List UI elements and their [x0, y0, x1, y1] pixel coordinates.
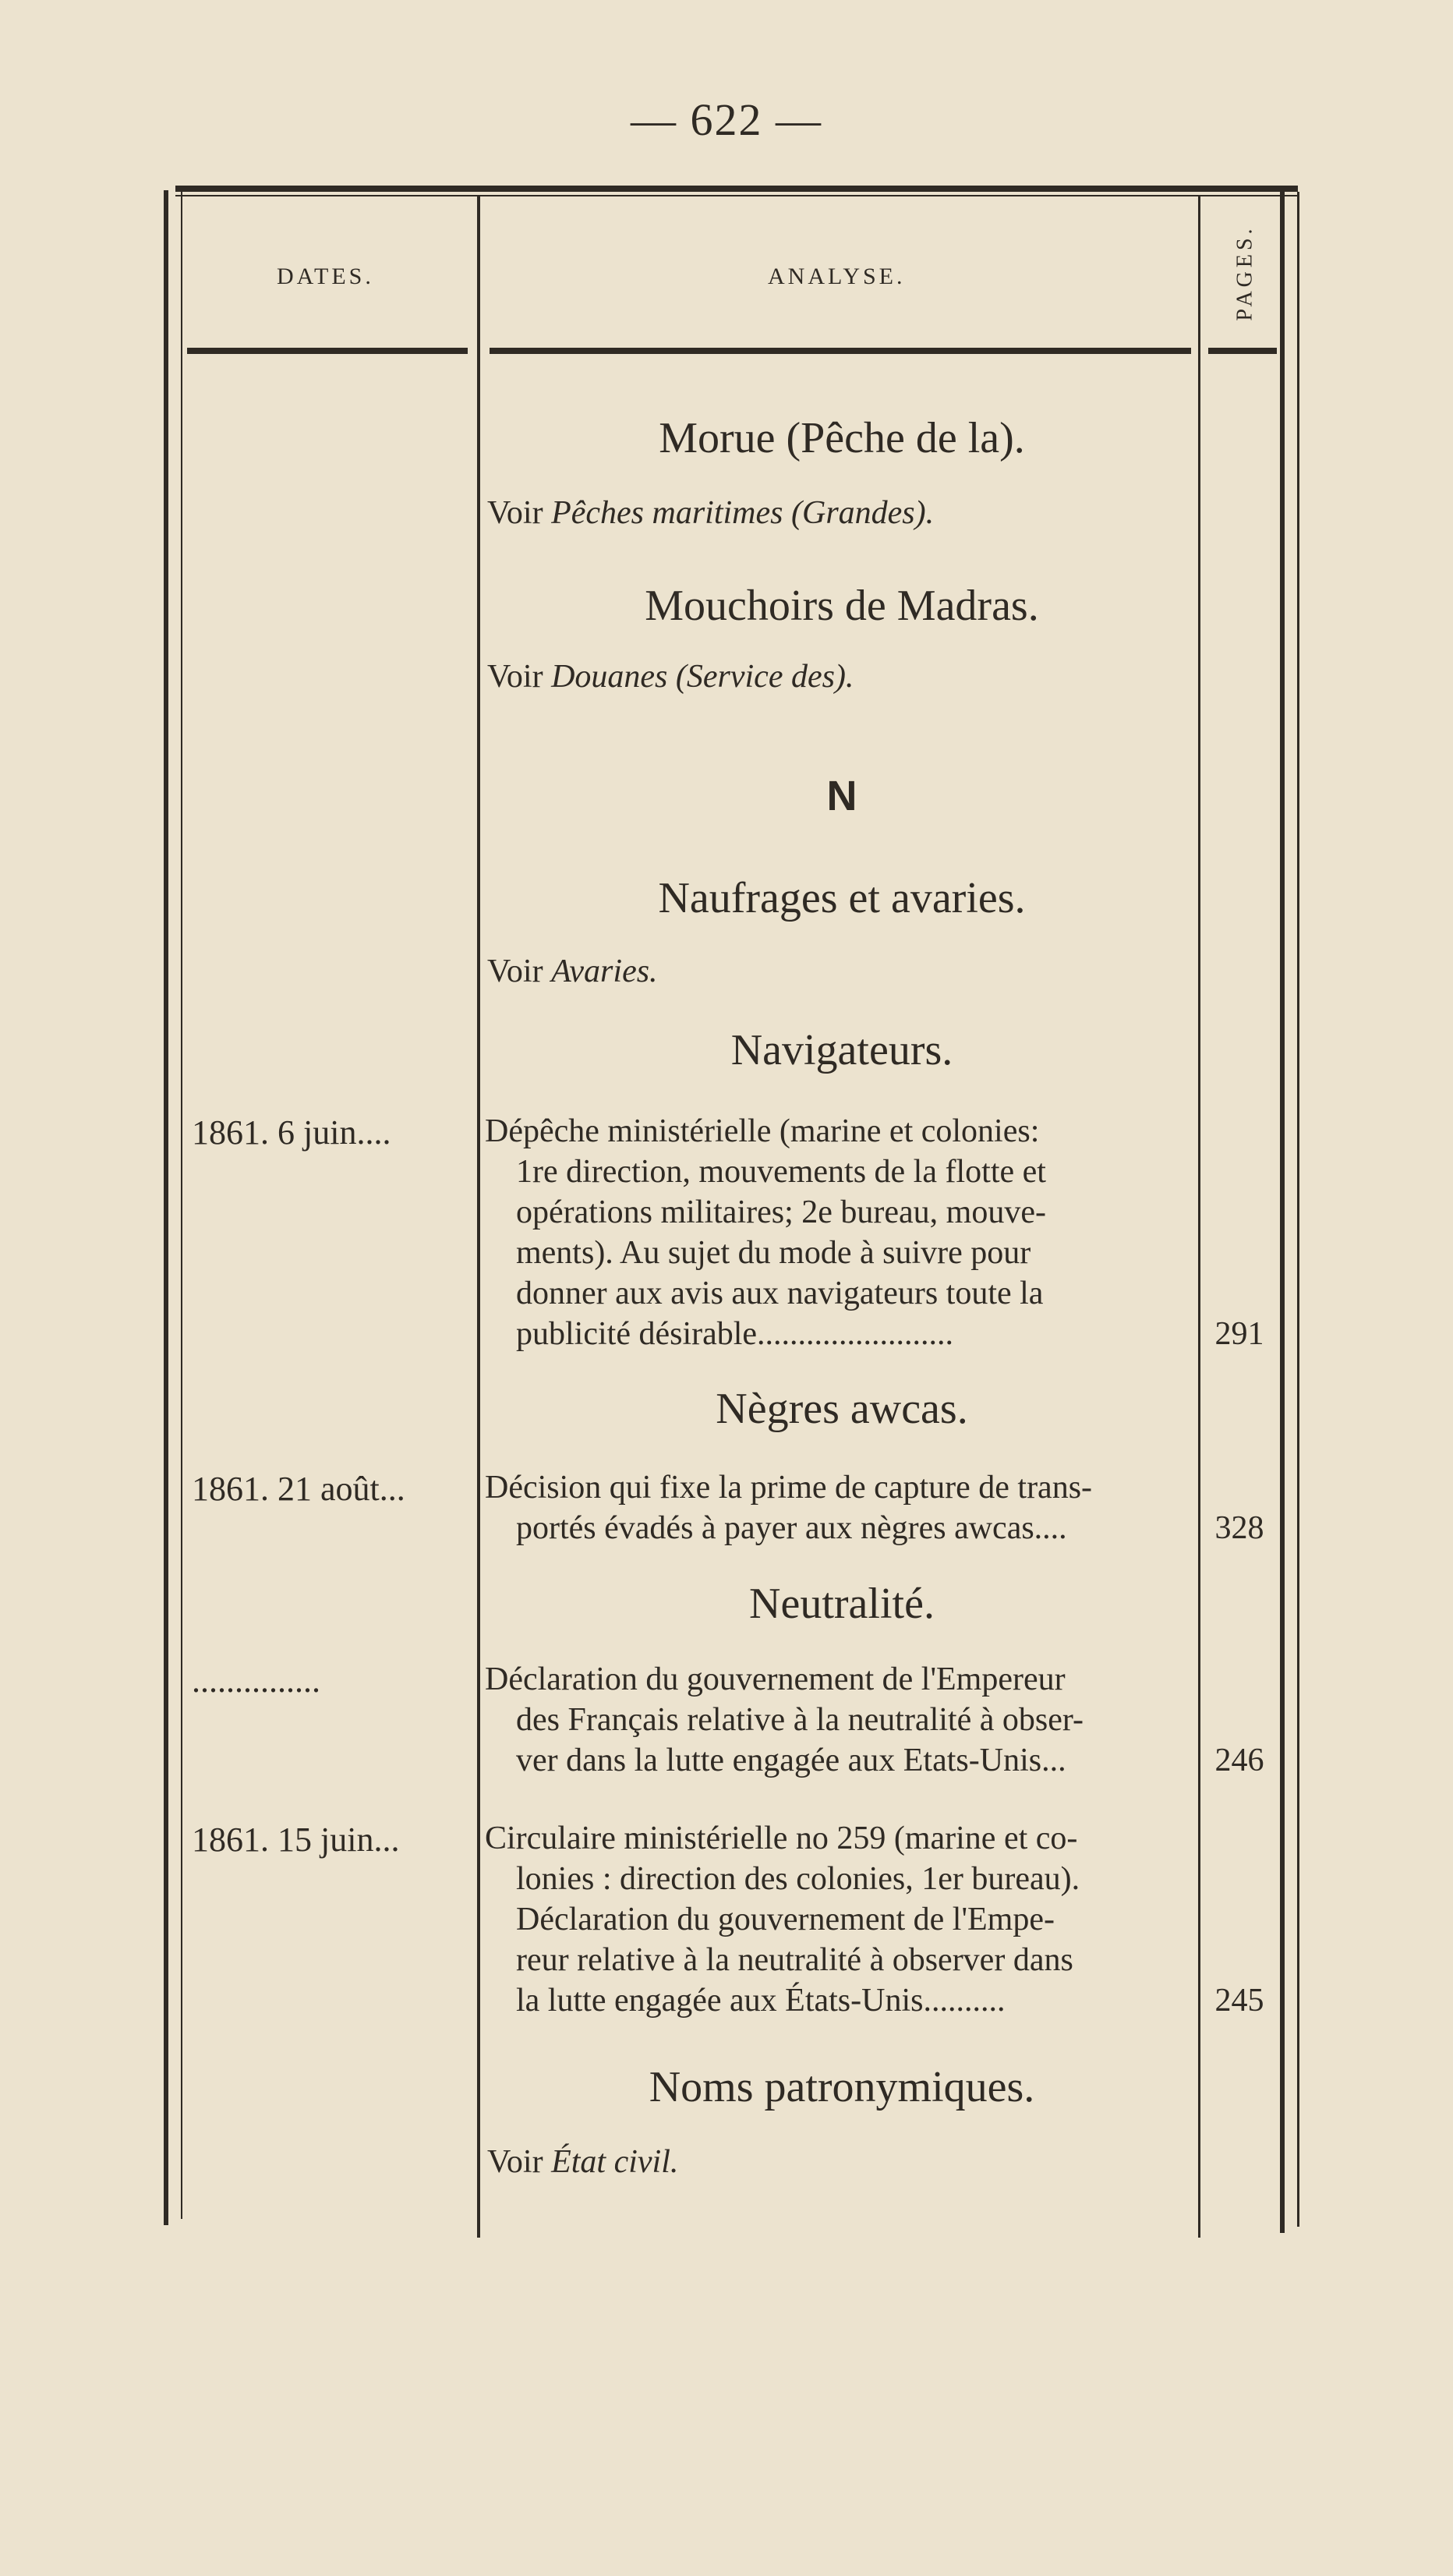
header-rule-analyse	[490, 348, 1191, 354]
entry-date: 1861. 21 août...	[192, 1470, 405, 1508]
column-header-pages-label: PAGES.	[1233, 225, 1257, 321]
entry-page-reference: 245	[1214, 1983, 1264, 2019]
page-number: — 622 —	[631, 94, 822, 145]
entry-page-reference: 291	[1214, 1316, 1264, 1352]
entry-page-reference: 328	[1214, 1510, 1264, 1546]
cross-reference-naufrages	[487, 950, 658, 993]
table-top-rule	[175, 186, 1298, 192]
column-header-dates: DATES.	[277, 264, 374, 289]
header-rule-pages	[1208, 348, 1277, 354]
section-heading-negres-awcas: Nègres awcas.	[716, 1385, 968, 1433]
section-heading-noms-patronymiques: Noms patronymiques.	[649, 2063, 1035, 2111]
column-header-pages	[1222, 207, 1269, 339]
cross-reference-target: Douanes (Service des).	[551, 659, 854, 695]
table-top-rule-thin	[175, 195, 1298, 196]
entry-date: 1861. 6 juin....	[192, 1113, 391, 1152]
entry-line: ments). Au sujet du mode à suivre pour	[516, 1235, 1031, 1271]
entry-line: ver dans la lutte engagée aux Etats-Unis...	[516, 1743, 1066, 1778]
entry-date: ...............	[192, 1661, 320, 1700]
entry-line: Déclaration du gouvernement de l'Empereur	[485, 1661, 1066, 1697]
entry-line: Décision qui fixe la prime de capture de trans-	[485, 1470, 1093, 1506]
entry-analysis	[477, 1467, 1193, 1548]
column-header-analyse: ANALYSE.	[768, 264, 906, 289]
voir-label: Voir	[487, 495, 543, 531]
alphabet-letter-heading: N	[826, 773, 857, 819]
entry-date: 1861. 15 juin...	[192, 1821, 400, 1859]
cross-reference-mouchoirs	[487, 655, 854, 699]
voir-label: Voir	[487, 954, 543, 989]
pages-column-divider	[1198, 195, 1200, 2238]
section-heading-neutralite: Neutralité.	[749, 1580, 935, 1628]
entry-line: Dépêche ministérielle (marine et colonies:	[485, 1113, 1040, 1149]
section-heading-morue: Morue (Pêche de la).	[659, 414, 1025, 462]
cross-reference-noms	[487, 2140, 678, 2184]
entry-analysis	[477, 1659, 1193, 1781]
entry-line: publicité désirable........................	[516, 1316, 954, 1352]
entry-page-reference: 246	[1214, 1743, 1264, 1778]
entry-line: Déclaration du gouvernement de l'Empe-	[516, 1902, 1055, 1937]
entry-line: la lutte engagée aux États-Unis..........	[516, 1983, 1006, 2019]
table-left-border	[164, 190, 168, 2225]
table-right-border-outer	[1297, 192, 1299, 2227]
voir-label: Voir	[487, 2144, 543, 2180]
entry-line: opérations militaires; 2e bureau, mouve-	[516, 1194, 1046, 1230]
entry-line: portés évadés à payer aux nègres awcas....	[516, 1510, 1067, 1546]
header-rule-dates	[187, 348, 468, 354]
cross-reference-morue	[487, 491, 934, 535]
cross-reference-target: Pêches maritimes (Grandes).	[551, 495, 935, 531]
table-left-border-inner	[181, 192, 182, 2219]
entry-line: Circulaire ministérielle no 259 (marine et co-	[485, 1821, 1078, 1856]
section-heading-naufrages: Naufrages et avaries.	[658, 874, 1026, 922]
entry-analysis	[477, 1111, 1193, 1354]
table-right-border	[1280, 190, 1285, 2233]
entry-line: reur relative à la neutralité à observer dans	[516, 1942, 1073, 1978]
section-heading-mouchoirs: Mouchoirs de Madras.	[645, 582, 1039, 630]
cross-reference-target: État civil.	[551, 2144, 679, 2180]
entry-line: 1re direction, mouvements de la flotte et	[516, 1154, 1046, 1190]
voir-label: Voir	[487, 659, 543, 695]
entry-line: des Français relative à la neutralité à obser-	[516, 1702, 1084, 1738]
entry-line: donner aux avis aux navigateurs toute la	[516, 1276, 1044, 1311]
section-heading-navigateurs: Navigateurs.	[730, 1026, 953, 1074]
entry-line: lonies : direction des colonies, 1er bureau).	[516, 1861, 1080, 1897]
cross-reference-target: Avaries.	[551, 954, 658, 989]
entry-analysis	[477, 1818, 1193, 2021]
